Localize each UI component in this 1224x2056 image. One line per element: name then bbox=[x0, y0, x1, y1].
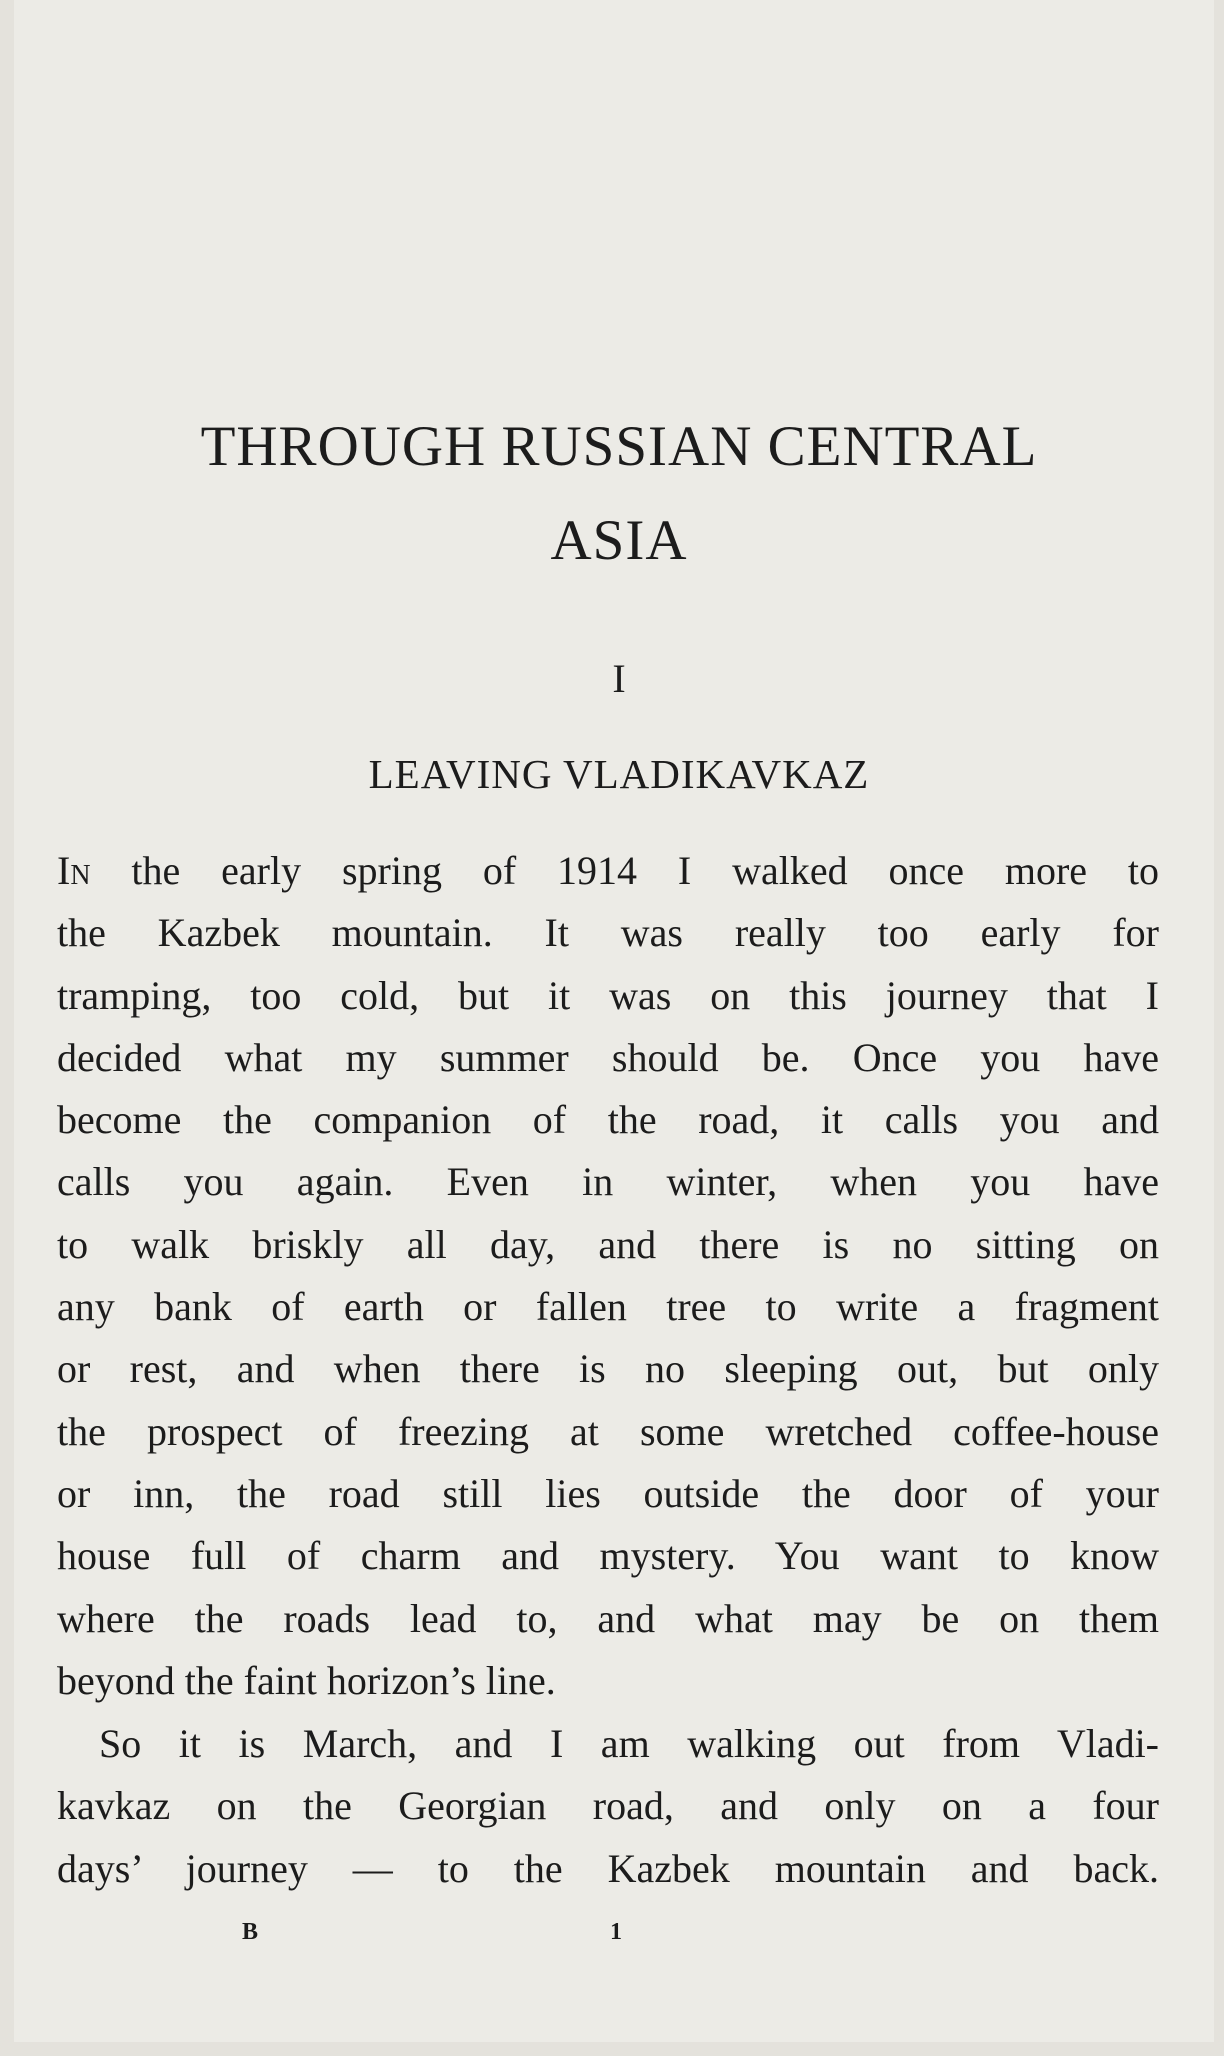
signature-mark: B bbox=[242, 1919, 259, 1945]
paragraph-line: the Kazbek mountain. It was really too early for bbox=[57, 910, 1159, 956]
paragraph-line: beyond the faint horizon’s line. bbox=[57, 1657, 556, 1703]
paragraph-2 bbox=[57, 1713, 1159, 1900]
paragraph-line: tramping, too cold, but it was on this journey that I bbox=[57, 972, 1159, 1018]
paragraph-line: or inn, the road still lies outside the door of your bbox=[57, 1470, 1159, 1516]
paragraph-line: become the companion of the road, it calls you and bbox=[57, 1097, 1159, 1143]
paragraph-1 bbox=[57, 840, 1159, 1712]
book-page bbox=[14, 0, 1214, 2042]
paragraph-line: days’ journey — to the Kazbek mountain and back. bbox=[57, 1845, 1159, 1891]
paragraph-line: decided what my summer should be. Once you have bbox=[57, 1034, 1159, 1080]
paragraph-line: kavkaz on the Georgian road, and only on a four bbox=[57, 1783, 1159, 1829]
paragraph-line: So it is March, and I am walking out from Vladi- bbox=[99, 1721, 1159, 1766]
line-text: the early spring of 1914 I walked once more to bbox=[90, 848, 1159, 893]
paragraph-line: to walk briskly all day, and there is no sitting on bbox=[57, 1221, 1159, 1267]
paragraph-line: house full of charm and mystery. You want to know bbox=[57, 1533, 1159, 1579]
paragraph-line: any bank of earth or fallen tree to write a fragment bbox=[57, 1284, 1159, 1330]
paragraph-line: or rest, and when there is no sleeping out, but only bbox=[57, 1346, 1159, 1392]
book-title-line-2: ASIA bbox=[550, 509, 688, 572]
page-number: 1 bbox=[610, 1919, 622, 1945]
paragraph-line: where the roads lead to, and what may be on them bbox=[57, 1595, 1159, 1641]
paragraph-line: calls you again. Even in winter, when you have bbox=[57, 1159, 1159, 1205]
chapter-title: LEAVING VLADIKAVKAZ bbox=[368, 751, 870, 797]
book-title-line-1: THROUGH RUSSIAN CENTRAL bbox=[200, 415, 1038, 478]
opening-word: In bbox=[57, 848, 91, 893]
paragraph-line bbox=[57, 840, 1159, 902]
paragraph-line: the prospect of freezing at some wretched coffee-house bbox=[57, 1408, 1159, 1454]
chapter-number: I bbox=[612, 656, 626, 701]
